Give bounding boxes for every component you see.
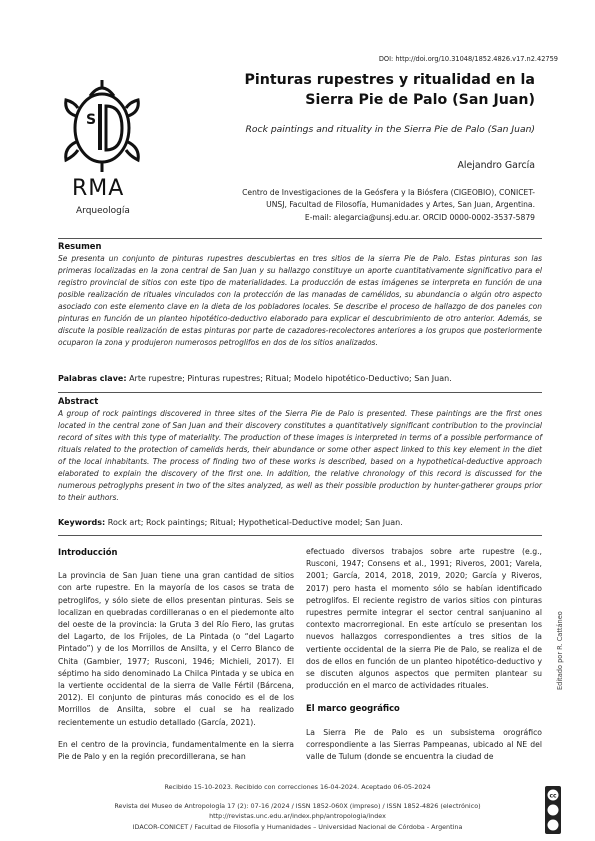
section-heading-introduccion: Introducción bbox=[58, 547, 118, 557]
paragraph: La provincia de San Juan tiene una gran cantidad de sitios con arte rupestre. En la mayoría de los casos se trata de petroglifos, y sólo siete de ellos presentan pinturas. Seis se localizan en quebradas cordilleranas o en el piedemonte alto del oeste de la provincia: la Gruta 3 del Río Fiero, las grutas del Lagarto, de los Frijoles, de La Pintada (o “del Lagarto Pintado”) y de los Morrillos de Ansilta, y el Cerro Blanco de Chita (Gambier, 1977; Rusconi, 1946; Michieli, 2017). El séptimo ha sido denominado La Chilca Pintada y se ubica en la vertiente occidental de la sierra de Valle Fértil (Bárcena, 2012). El conjunto de pinturas más conocido es el de los Morrillos de Ansilta, sobre el cual se ha realizado recientemente un estudio detallado (García, 2021). bbox=[58, 571, 294, 727]
article-subtitle: Rock paintings and rituality in the Sierra Pie de Palo (San Juan) bbox=[245, 124, 535, 135]
abstract-heading: Abstract bbox=[58, 396, 99, 406]
editor-note: Editado por R. Cattáneo bbox=[556, 611, 564, 690]
resumen-heading: Resumen bbox=[58, 241, 102, 251]
footer-institution: IDACOR-CONICET / Facultad de Filosofía y Humanidades – Universidad Nacional de Córdoba - Argentina bbox=[132, 822, 463, 831]
section-divider bbox=[58, 535, 542, 536]
doi-link[interactable]: DOI: http://doi.org/10.31048/1852.4826.v17.n2.42759 bbox=[378, 55, 558, 63]
resumen-text: Se presenta un conjunto de pinturas rupestres descubiertas en tres sitios de la sierra Pie de Palo. Estas pinturas son las primeras localizadas en la zona central de San Juan y su hallazgo constituye un aporte cuantitativamente significativo para el registro provincial de sitios con este tipo de materialidades. La producción de estas imágenes se interpreta en función de una posible realización de rituales vinculados con la protección de las manadas de camélidos, su abundancia o algún otro aspecto asociado con este elemento clave en la dieta de los pobladores locales. Se describe el proceso de hallazgo de dos paneles con pinturas en función de un planteo hipotético-deductivo elaborado para explicar el descubrimiento de otro anterior. Además, se discute la posible realización de estas pinturas por parte de cazadores-recolectores anteriores a los grupos que posteriormente ocuparon la zona y produjeron numerosos petroglifos en dos de los sitios analizados. bbox=[58, 254, 542, 348]
footer-url[interactable]: http://revistas.unc.edu.ar/index.php/antropologia/index bbox=[209, 812, 386, 820]
paragraph: efectuado diversos trabajos sobre arte rupestre (e.g., Rusconi, 1947; Consens et al., 1991; Riveros, 2001; Varela, 2001; García, 2014, 2018, 2019, 2020; García y Riveros, 2017) pero hasta el momento sólo se habían identificado petroglifos. El reciente registro de varios sitios con pinturas rupestres permite integrar el sector central sanjuanino al contexto macrorregional. En este artículo se presentan los nuevos hallazgos correspondientes a tres sitios de la vertiente occidental de la sierra Pie de Palo, se realiza el de dos de ellos en función de un planteo hipotético-deductivo y se discuten algunos aspectos que permiten plantear su producción en el marco de actividades rituales. bbox=[306, 547, 542, 691]
affiliation-line: UNSJ, Facultad de Filosofía, Humanidades y Artes, San Juan, Argentina. bbox=[266, 200, 535, 210]
logo-subtitle: Arqueología bbox=[76, 206, 130, 216]
footer-dates: Recibido 15-10-2023. Recibido con correcciones 16-04-2024. Aceptado 06-05-2024 bbox=[164, 783, 431, 791]
abstract-text: A group of rock paintings discovered in three sites of the Sierra Pie de Palo is presented. These paintings are the first ones located in the central zone of San Juan and their discovery constitutes a quantitatively significant contribution to the provincial record of sites with this type of materiality. The production of these images is interpreted in terms of a possible performance of rituals related to the protection of camelids herds, their abundance or some other aspect linked to this key element in the diet of the local inhabitants. The process of finding two of these works is described, based on a hypothetical-deductive approach elaborated to explain the discovery of the first one. In addition, the relative chronology of this record is discussed for the numerous petroglyphs present in two of the sites analyzed, as well as their possible production by hunter-gatherer groups prior to their authors. bbox=[58, 409, 542, 503]
logo-acronym: RMA bbox=[72, 176, 125, 201]
paragraph: En el centro de la provincia, fundamentalmente en la sierra Pie de Palo y en la región precordillerana, se han bbox=[58, 739, 294, 762]
keywords-text: Arte rupestre; Pinturas rupestres; Ritual; Modelo hipotético-Deductivo; San Juan. bbox=[129, 374, 452, 383]
footer-journal: Revista del Museo de Antropología 17 (2): 07-16 /2024 / ISSN 1852-060X (impreso) / ISSN 1852-4826 (electrónico) bbox=[114, 801, 481, 810]
section-heading-marco-geografico: El marco geográfico bbox=[306, 703, 400, 714]
keywords-label: Palabras clave: bbox=[58, 374, 127, 383]
keywords-text: Rock art; Rock paintings; Ritual; Hypothetical-Deductive model; San Juan. bbox=[107, 518, 403, 527]
left-column bbox=[58, 546, 294, 773]
keywords-label: Keywords: bbox=[58, 518, 106, 527]
journal-logo-emblem bbox=[60, 76, 145, 186]
keywords bbox=[58, 518, 403, 527]
affiliation-line: Centro de Investigaciones de la Geósfera y la Biósfera (CIGEOBIO), CONICET- bbox=[242, 188, 535, 197]
article-title: Pinturas rupestres y ritualidad en la Sierra Pie de Palo (San Juan) bbox=[244, 72, 535, 108]
right-column bbox=[306, 546, 542, 773]
logo-letter-s: S bbox=[86, 112, 97, 128]
page-footer bbox=[0, 782, 595, 832]
author-affiliation bbox=[215, 187, 535, 224]
paragraph: La Sierra Pie de Palo es un subsistema orográfico correspondiente a las Sierras Pampeanas, ubicado al NE del valle de Tulum (donde se encuentra la ciudad de bbox=[306, 727, 542, 762]
affiliation-line: E-mail: alegarcia@unsj.edu.ar. ORCID 0000-0002-3537-5879 bbox=[304, 212, 535, 222]
section-divider bbox=[58, 238, 542, 239]
palabras-clave bbox=[58, 374, 452, 383]
cc-badge-text: cc bbox=[549, 792, 557, 800]
author-name: Alejandro García bbox=[457, 160, 535, 171]
section-divider bbox=[58, 392, 542, 393]
